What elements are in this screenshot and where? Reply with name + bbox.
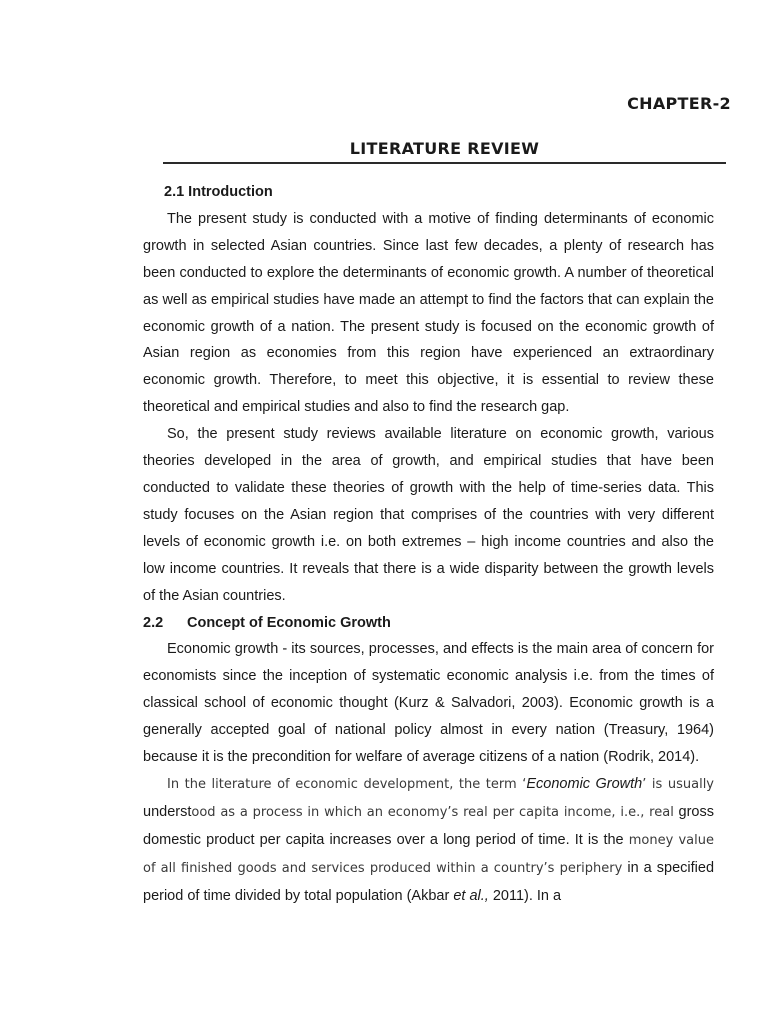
- section-heading-text: Concept of Economic Growth: [187, 614, 391, 631]
- paragraph-fragment: ood as a process in which an economy’s real per capita income, i.e., real: [191, 804, 674, 820]
- chapter-label: CHAPTER-2: [627, 94, 731, 113]
- section-heading-concept: [143, 610, 714, 637]
- page-title: LITERATURE REVIEW: [349, 139, 540, 158]
- section-number: 2.2: [143, 614, 164, 631]
- paragraph-fragment: money value of all finished goods and services produced within a country’s periphery: [143, 832, 714, 876]
- introduction-paragraph-2: So, the present study reviews available literature on economic growth, various theories developed in the area of growth, and empirical studies that have been conducted to validate these theories of growth with the help of time-series data. This study focuses on the Asian region that comprises of the countries with very different levels of economic growth i.e. on both extremes – high income countries and also the low income countries. It reveals that there is a wide disparity between the growth levels of the Asian countries.: [143, 426, 714, 604]
- paragraph-fragment: 2011). In a: [488, 887, 562, 904]
- paragraph-fragment: ’ is usually: [642, 776, 715, 792]
- concept-paragraph-2: [143, 771, 714, 910]
- emphasized-term: Economic Growth: [526, 775, 643, 792]
- introduction-paragraph-1: The present study is conducted with a motive of finding determinants of economic growth in selected Asian countries. Since last few decades, a plenty of research has been conducted to explore the determinants of economic growth. A number of theoretical as well as empirical studies have made an attempt to find the factors that can explain the economic growth of a nation. The present study is focused on the economic growth of Asian region as economies from this region have experienced an extraordinary economic growth. Therefore, to meet this objective, it is essential to review these theoretical and empirical studies and also to find the research gap.: [143, 210, 714, 416]
- section-heading-introduction: 2.1 Introduction: [164, 184, 273, 200]
- paragraph-fragment: underst: [143, 803, 192, 820]
- title-underline: [163, 162, 726, 164]
- citation-etal: et al.,: [453, 887, 489, 904]
- paragraph-fragment: gross domestic product per capita increases over a long period of time. It is the: [143, 803, 714, 848]
- paragraph-fragment: in a specified period of time divided by total population (Akbar: [143, 859, 715, 904]
- paragraph-fragment: In the literature of economic development, the term ‘: [167, 776, 527, 792]
- body-text: [143, 179, 714, 909]
- concept-paragraph-1: Economic growth - its sources, processes, and effects is the main area of concern for economists since the inception of systematic economic analysis i.e. from the times of classical school of economic thought (Kurz & Salvadori, 2003). Economic growth is a generally accepted goal of national policy almost in every nation (Treasury, 1964) because it is the precondition for welfare of average citizens of a nation (Rodrik, 2014).: [143, 641, 714, 766]
